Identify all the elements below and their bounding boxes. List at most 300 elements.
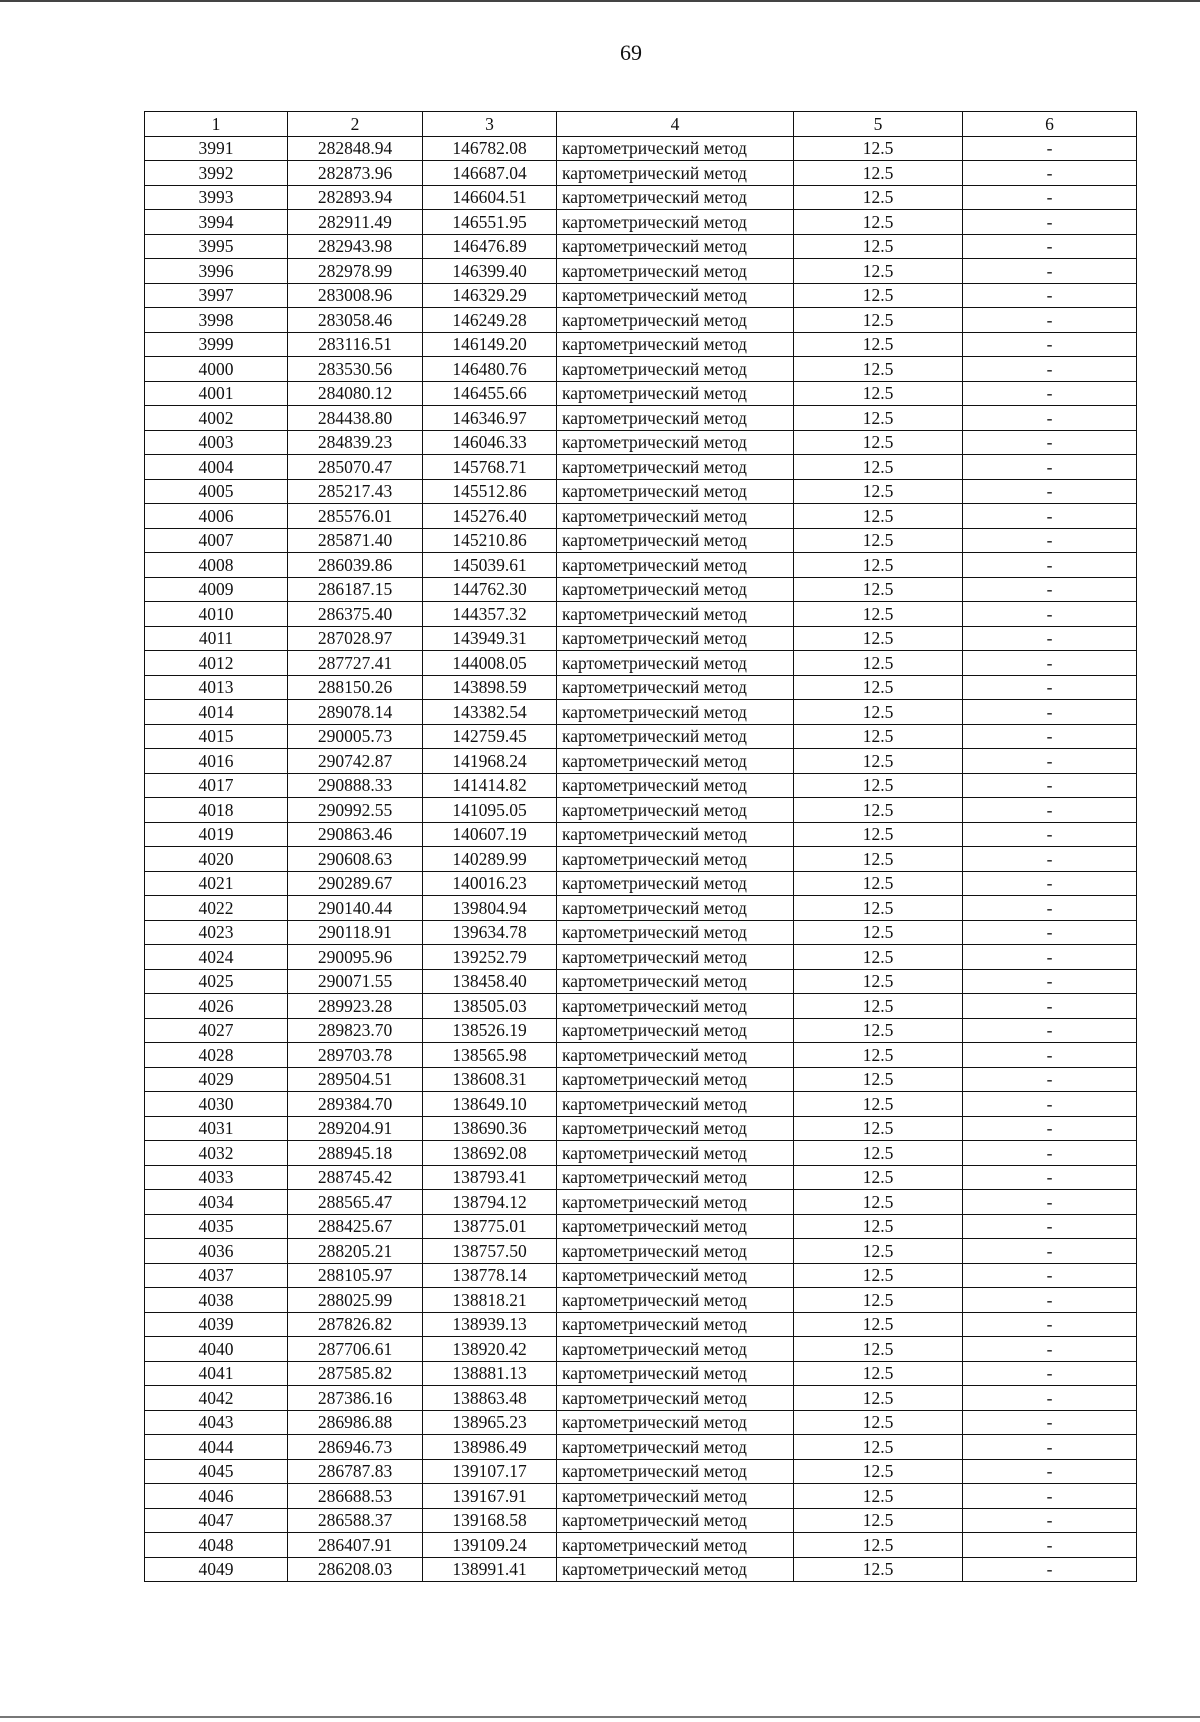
note-cell: -: [963, 1484, 1137, 1509]
table-row: [145, 700, 1137, 725]
note-cell: -: [963, 749, 1137, 774]
method-cell: картометрический метод: [557, 406, 794, 431]
table-row: [145, 210, 1137, 235]
y-coordinate-cell: 138920.42: [423, 1337, 557, 1362]
point-number-cell: 4024: [145, 945, 288, 970]
accuracy-cell: 12.5: [794, 1067, 963, 1092]
x-coordinate-cell: 288105.97: [288, 1263, 423, 1288]
accuracy-cell: 12.5: [794, 1386, 963, 1411]
column-header: 1: [145, 112, 288, 137]
x-coordinate-cell: 286588.37: [288, 1508, 423, 1533]
point-number-cell: 4034: [145, 1190, 288, 1215]
note-cell: -: [963, 969, 1137, 994]
y-coordinate-cell: 138986.49: [423, 1435, 557, 1460]
y-coordinate-cell: 138692.08: [423, 1141, 557, 1166]
point-number-cell: 4005: [145, 479, 288, 504]
point-number-cell: 4002: [145, 406, 288, 431]
table-row: [145, 1361, 1137, 1386]
point-number-cell: 4015: [145, 724, 288, 749]
table-row: [145, 1508, 1137, 1533]
y-coordinate-cell: 146149.20: [423, 332, 557, 357]
table-row: [145, 1312, 1137, 1337]
accuracy-cell: 12.5: [794, 920, 963, 945]
note-cell: -: [963, 822, 1137, 847]
x-coordinate-cell: 286375.40: [288, 602, 423, 627]
x-coordinate-cell: 288150.26: [288, 675, 423, 700]
method-cell: картометрический метод: [557, 479, 794, 504]
header-row: [145, 112, 1137, 137]
table-row: [145, 1410, 1137, 1435]
x-coordinate-cell: 288745.42: [288, 1165, 423, 1190]
x-coordinate-cell: 287826.82: [288, 1312, 423, 1337]
column-header: 2: [288, 112, 423, 137]
point-number-cell: 4003: [145, 430, 288, 455]
point-number-cell: 4025: [145, 969, 288, 994]
table-row: [145, 822, 1137, 847]
x-coordinate-cell: 289384.70: [288, 1092, 423, 1117]
method-cell: картометрический метод: [557, 1092, 794, 1117]
table-row: [145, 945, 1137, 970]
table-row: [145, 1116, 1137, 1141]
method-cell: картометрический метод: [557, 185, 794, 210]
y-coordinate-cell: 138991.41: [423, 1557, 557, 1582]
note-cell: -: [963, 185, 1137, 210]
x-coordinate-cell: 282978.99: [288, 259, 423, 284]
note-cell: -: [963, 1288, 1137, 1313]
x-coordinate-cell: 289504.51: [288, 1067, 423, 1092]
table-row: [145, 1214, 1137, 1239]
y-coordinate-cell: 140016.23: [423, 871, 557, 896]
table-row: [145, 1043, 1137, 1068]
point-number-cell: 4044: [145, 1435, 288, 1460]
table-row: [145, 528, 1137, 553]
method-cell: картометрический метод: [557, 871, 794, 896]
y-coordinate-cell: 145768.71: [423, 455, 557, 480]
point-number-cell: 4006: [145, 504, 288, 529]
column-header: 3: [423, 112, 557, 137]
y-coordinate-cell: 140289.99: [423, 847, 557, 872]
note-cell: -: [963, 1043, 1137, 1068]
method-cell: картометрический метод: [557, 553, 794, 578]
method-cell: картометрический метод: [557, 1533, 794, 1558]
x-coordinate-cell: 288945.18: [288, 1141, 423, 1166]
accuracy-cell: 12.5: [794, 161, 963, 186]
note-cell: -: [963, 381, 1137, 406]
y-coordinate-cell: 139107.17: [423, 1459, 557, 1484]
x-coordinate-cell: 289703.78: [288, 1043, 423, 1068]
note-cell: -: [963, 700, 1137, 725]
y-coordinate-cell: 138690.36: [423, 1116, 557, 1141]
note-cell: -: [963, 1214, 1137, 1239]
x-coordinate-cell: 282873.96: [288, 161, 423, 186]
method-cell: картометрический метод: [557, 1141, 794, 1166]
x-coordinate-cell: 290863.46: [288, 822, 423, 847]
method-cell: картометрический метод: [557, 357, 794, 382]
x-coordinate-cell: 290095.96: [288, 945, 423, 970]
accuracy-cell: 12.5: [794, 896, 963, 921]
accuracy-cell: 12.5: [794, 602, 963, 627]
note-cell: -: [963, 945, 1137, 970]
note-cell: -: [963, 602, 1137, 627]
note-cell: -: [963, 994, 1137, 1019]
accuracy-cell: 12.5: [794, 283, 963, 308]
note-cell: -: [963, 1116, 1137, 1141]
note-cell: -: [963, 773, 1137, 798]
note-cell: -: [963, 896, 1137, 921]
point-number-cell: 4019: [145, 822, 288, 847]
y-coordinate-cell: 138818.21: [423, 1288, 557, 1313]
table-row: [145, 479, 1137, 504]
method-cell: картометрический метод: [557, 1214, 794, 1239]
note-cell: -: [963, 798, 1137, 823]
accuracy-cell: 12.5: [794, 1484, 963, 1509]
table-row: [145, 1239, 1137, 1264]
table-row: [145, 994, 1137, 1019]
x-coordinate-cell: 285070.47: [288, 455, 423, 480]
table-row: [145, 1435, 1137, 1460]
y-coordinate-cell: 143898.59: [423, 675, 557, 700]
y-coordinate-cell: 146249.28: [423, 308, 557, 333]
table-row: [145, 161, 1137, 186]
x-coordinate-cell: 284839.23: [288, 430, 423, 455]
point-number-cell: 4032: [145, 1141, 288, 1166]
point-number-cell: 4039: [145, 1312, 288, 1337]
note-cell: -: [963, 259, 1137, 284]
method-cell: картометрический метод: [557, 602, 794, 627]
y-coordinate-cell: 146455.66: [423, 381, 557, 406]
accuracy-cell: 12.5: [794, 1165, 963, 1190]
note-cell: -: [963, 1508, 1137, 1533]
table-row: [145, 455, 1137, 480]
column-header: 4: [557, 112, 794, 137]
y-coordinate-cell: 138939.13: [423, 1312, 557, 1337]
method-cell: картометрический метод: [557, 1508, 794, 1533]
y-coordinate-cell: 143382.54: [423, 700, 557, 725]
accuracy-cell: 12.5: [794, 1435, 963, 1460]
y-coordinate-cell: 146604.51: [423, 185, 557, 210]
method-cell: картометрический метод: [557, 210, 794, 235]
note-cell: -: [963, 210, 1137, 235]
note-cell: -: [963, 1337, 1137, 1362]
point-number-cell: 4017: [145, 773, 288, 798]
y-coordinate-cell: 138778.14: [423, 1263, 557, 1288]
x-coordinate-cell: 286787.83: [288, 1459, 423, 1484]
point-number-cell: 4021: [145, 871, 288, 896]
point-number-cell: 4037: [145, 1263, 288, 1288]
method-cell: картометрический метод: [557, 1337, 794, 1362]
y-coordinate-cell: 138863.48: [423, 1386, 557, 1411]
point-number-cell: 3997: [145, 283, 288, 308]
accuracy-cell: 12.5: [794, 234, 963, 259]
accuracy-cell: 12.5: [794, 1557, 963, 1582]
table-row: [145, 332, 1137, 357]
note-cell: -: [963, 1165, 1137, 1190]
note-cell: -: [963, 553, 1137, 578]
column-header: 5: [794, 112, 963, 137]
point-number-cell: 3994: [145, 210, 288, 235]
point-number-cell: 4042: [145, 1386, 288, 1411]
point-number-cell: 4033: [145, 1165, 288, 1190]
method-cell: картометрический метод: [557, 259, 794, 284]
accuracy-cell: 12.5: [794, 1092, 963, 1117]
method-cell: картометрический метод: [557, 749, 794, 774]
accuracy-cell: 12.5: [794, 210, 963, 235]
y-coordinate-cell: 139252.79: [423, 945, 557, 970]
y-coordinate-cell: 145276.40: [423, 504, 557, 529]
x-coordinate-cell: 285217.43: [288, 479, 423, 504]
point-number-cell: 4000: [145, 357, 288, 382]
table-row: [145, 185, 1137, 210]
x-coordinate-cell: 287585.82: [288, 1361, 423, 1386]
accuracy-cell: 12.5: [794, 1337, 963, 1362]
x-coordinate-cell: 284438.80: [288, 406, 423, 431]
method-cell: картометрический метод: [557, 1557, 794, 1582]
note-cell: -: [963, 1239, 1137, 1264]
x-coordinate-cell: 283530.56: [288, 357, 423, 382]
y-coordinate-cell: 138565.98: [423, 1043, 557, 1068]
note-cell: -: [963, 675, 1137, 700]
method-cell: картометрический метод: [557, 1459, 794, 1484]
table-row: [145, 1337, 1137, 1362]
y-coordinate-cell: 142759.45: [423, 724, 557, 749]
point-number-cell: 4036: [145, 1239, 288, 1264]
y-coordinate-cell: 138794.12: [423, 1190, 557, 1215]
table-row: [145, 136, 1137, 161]
x-coordinate-cell: 286187.15: [288, 577, 423, 602]
accuracy-cell: 12.5: [794, 1141, 963, 1166]
bottom-rule: [0, 1716, 1200, 1718]
x-coordinate-cell: 289204.91: [288, 1116, 423, 1141]
y-coordinate-cell: 138649.10: [423, 1092, 557, 1117]
accuracy-cell: 12.5: [794, 1361, 963, 1386]
point-number-cell: 3998: [145, 308, 288, 333]
method-cell: картометрический метод: [557, 1312, 794, 1337]
point-number-cell: 4049: [145, 1557, 288, 1582]
point-number-cell: 4035: [145, 1214, 288, 1239]
y-coordinate-cell: 138793.41: [423, 1165, 557, 1190]
method-cell: картометрический метод: [557, 896, 794, 921]
table-row: [145, 430, 1137, 455]
note-cell: -: [963, 724, 1137, 749]
point-number-cell: 4026: [145, 994, 288, 1019]
accuracy-cell: 12.5: [794, 822, 963, 847]
table-row: [145, 1386, 1137, 1411]
y-coordinate-cell: 146329.29: [423, 283, 557, 308]
point-number-cell: 4023: [145, 920, 288, 945]
x-coordinate-cell: 284080.12: [288, 381, 423, 406]
y-coordinate-cell: 138505.03: [423, 994, 557, 1019]
point-number-cell: 4046: [145, 1484, 288, 1509]
note-cell: -: [963, 234, 1137, 259]
x-coordinate-cell: 287386.16: [288, 1386, 423, 1411]
y-coordinate-cell: 144762.30: [423, 577, 557, 602]
table-row: [145, 1141, 1137, 1166]
accuracy-cell: 12.5: [794, 700, 963, 725]
accuracy-cell: 12.5: [794, 504, 963, 529]
x-coordinate-cell: 290742.87: [288, 749, 423, 774]
table-row: [145, 749, 1137, 774]
note-cell: -: [963, 283, 1137, 308]
accuracy-cell: 12.5: [794, 357, 963, 382]
point-number-cell: 3993: [145, 185, 288, 210]
point-number-cell: 4045: [145, 1459, 288, 1484]
note-cell: -: [963, 1263, 1137, 1288]
table-row: [145, 1067, 1137, 1092]
accuracy-cell: 12.5: [794, 1214, 963, 1239]
method-cell: картометрический метод: [557, 920, 794, 945]
y-coordinate-cell: 138881.13: [423, 1361, 557, 1386]
accuracy-cell: 12.5: [794, 185, 963, 210]
y-coordinate-cell: 141414.82: [423, 773, 557, 798]
y-coordinate-cell: 138965.23: [423, 1410, 557, 1435]
y-coordinate-cell: 138608.31: [423, 1067, 557, 1092]
point-number-cell: 4022: [145, 896, 288, 921]
point-number-cell: 4047: [145, 1508, 288, 1533]
x-coordinate-cell: 283058.46: [288, 308, 423, 333]
y-coordinate-cell: 141968.24: [423, 749, 557, 774]
table-row: [145, 1533, 1137, 1558]
point-number-cell: 4016: [145, 749, 288, 774]
y-coordinate-cell: 146687.04: [423, 161, 557, 186]
accuracy-cell: 12.5: [794, 479, 963, 504]
point-number-cell: 3992: [145, 161, 288, 186]
x-coordinate-cell: 288425.67: [288, 1214, 423, 1239]
method-cell: картометрический метод: [557, 381, 794, 406]
point-number-cell: 4004: [145, 455, 288, 480]
table-row: [145, 283, 1137, 308]
y-coordinate-cell: 144357.32: [423, 602, 557, 627]
table-row: [145, 651, 1137, 676]
method-cell: картометрический метод: [557, 161, 794, 186]
method-cell: картометрический метод: [557, 724, 794, 749]
note-cell: -: [963, 1557, 1137, 1582]
x-coordinate-cell: 286208.03: [288, 1557, 423, 1582]
x-coordinate-cell: 289923.28: [288, 994, 423, 1019]
accuracy-cell: 12.5: [794, 675, 963, 700]
point-number-cell: 3999: [145, 332, 288, 357]
point-number-cell: 4008: [145, 553, 288, 578]
accuracy-cell: 12.5: [794, 994, 963, 1019]
note-cell: -: [963, 1459, 1137, 1484]
y-coordinate-cell: 144008.05: [423, 651, 557, 676]
note-cell: -: [963, 577, 1137, 602]
y-coordinate-cell: 139167.91: [423, 1484, 557, 1509]
table-row: [145, 920, 1137, 945]
note-cell: -: [963, 357, 1137, 382]
table-row: [145, 504, 1137, 529]
method-cell: картометрический метод: [557, 626, 794, 651]
accuracy-cell: 12.5: [794, 1410, 963, 1435]
accuracy-cell: 12.5: [794, 945, 963, 970]
point-number-cell: 3995: [145, 234, 288, 259]
table-row: [145, 1459, 1137, 1484]
column-header: 6: [963, 112, 1137, 137]
method-cell: картометрический метод: [557, 798, 794, 823]
table-row: [145, 871, 1137, 896]
x-coordinate-cell: 287028.97: [288, 626, 423, 651]
y-coordinate-cell: 139634.78: [423, 920, 557, 945]
accuracy-cell: 12.5: [794, 1263, 963, 1288]
note-cell: -: [963, 528, 1137, 553]
method-cell: картометрический метод: [557, 994, 794, 1019]
note-cell: -: [963, 1361, 1137, 1386]
method-cell: картометрический метод: [557, 1165, 794, 1190]
accuracy-cell: 12.5: [794, 1508, 963, 1533]
note-cell: -: [963, 1386, 1137, 1411]
x-coordinate-cell: 286407.91: [288, 1533, 423, 1558]
method-cell: картометрический метод: [557, 1288, 794, 1313]
accuracy-cell: 12.5: [794, 1190, 963, 1215]
accuracy-cell: 12.5: [794, 528, 963, 553]
method-cell: картометрический метод: [557, 651, 794, 676]
x-coordinate-cell: 287727.41: [288, 651, 423, 676]
x-coordinate-cell: 283008.96: [288, 283, 423, 308]
point-number-cell: 4010: [145, 602, 288, 627]
accuracy-cell: 12.5: [794, 773, 963, 798]
table-row: [145, 773, 1137, 798]
x-coordinate-cell: 290289.67: [288, 871, 423, 896]
x-coordinate-cell: 285576.01: [288, 504, 423, 529]
x-coordinate-cell: 282911.49: [288, 210, 423, 235]
method-cell: картометрический метод: [557, 332, 794, 357]
accuracy-cell: 12.5: [794, 381, 963, 406]
y-coordinate-cell: 145512.86: [423, 479, 557, 504]
x-coordinate-cell: 289078.14: [288, 700, 423, 725]
table-row: [145, 896, 1137, 921]
point-number-cell: 4013: [145, 675, 288, 700]
point-number-cell: 4009: [145, 577, 288, 602]
note-cell: -: [963, 920, 1137, 945]
method-cell: картометрический метод: [557, 455, 794, 480]
accuracy-cell: 12.5: [794, 749, 963, 774]
x-coordinate-cell: 287706.61: [288, 1337, 423, 1362]
note-cell: -: [963, 308, 1137, 333]
note-cell: -: [963, 406, 1137, 431]
point-number-cell: 4018: [145, 798, 288, 823]
table-row: [145, 259, 1137, 284]
note-cell: -: [963, 847, 1137, 872]
method-cell: картометрический метод: [557, 1043, 794, 1068]
table-row: [145, 381, 1137, 406]
method-cell: картометрический метод: [557, 847, 794, 872]
x-coordinate-cell: 290608.63: [288, 847, 423, 872]
method-cell: картометрический метод: [557, 430, 794, 455]
method-cell: картометрический метод: [557, 136, 794, 161]
table-row: [145, 724, 1137, 749]
accuracy-cell: 12.5: [794, 406, 963, 431]
note-cell: -: [963, 430, 1137, 455]
table-row: [145, 1165, 1137, 1190]
note-cell: -: [963, 626, 1137, 651]
point-number-cell: 4038: [145, 1288, 288, 1313]
table-row: [145, 847, 1137, 872]
method-cell: картометрический метод: [557, 1410, 794, 1435]
note-cell: -: [963, 455, 1137, 480]
point-number-cell: 4041: [145, 1361, 288, 1386]
x-coordinate-cell: 288565.47: [288, 1190, 423, 1215]
method-cell: картометрический метод: [557, 773, 794, 798]
x-coordinate-cell: 290140.44: [288, 896, 423, 921]
note-cell: -: [963, 136, 1137, 161]
method-cell: картометрический метод: [557, 1484, 794, 1509]
method-cell: картометрический метод: [557, 1018, 794, 1043]
table-row: [145, 1092, 1137, 1117]
x-coordinate-cell: 286986.88: [288, 1410, 423, 1435]
table-body: [145, 136, 1137, 1582]
accuracy-cell: 12.5: [794, 430, 963, 455]
method-cell: картометрический метод: [557, 1116, 794, 1141]
accuracy-cell: 12.5: [794, 259, 963, 284]
